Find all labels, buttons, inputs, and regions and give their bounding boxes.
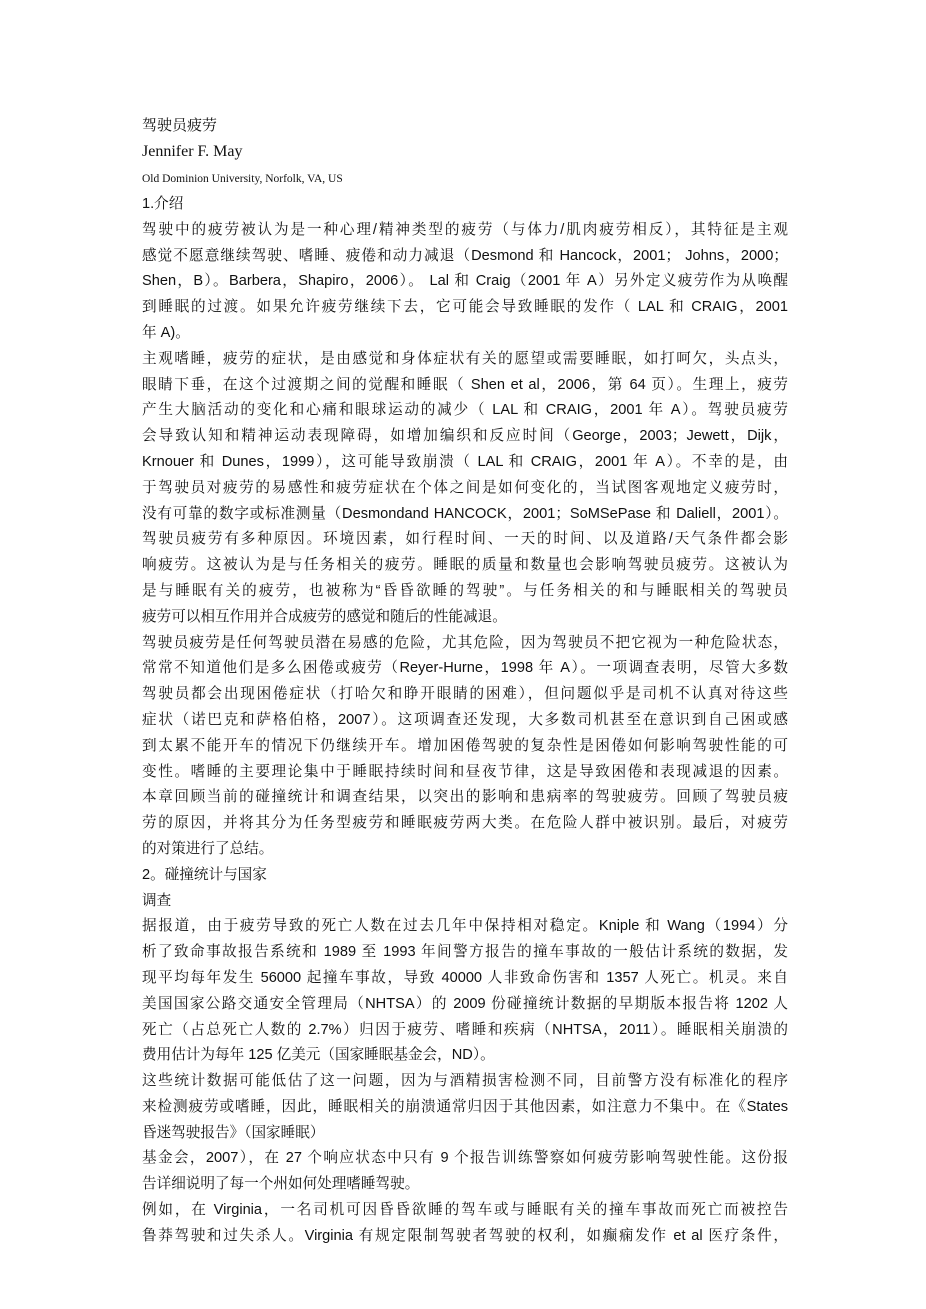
document-page (142, 112, 788, 1250)
text-line: 美国国家公路交通安全管理局（NHTSA）的 2009 份碰撞统计数据的早期版本报告将 1202 人 (142, 995, 788, 1012)
text-line: 感觉不愿意继续驾驶、嗜睡、疲倦和动力减退（Desmond 和 Hancock，2001； Johns，2000； (142, 247, 788, 264)
text-line: 产生大脑活动的变化和心痛和眼球运动的减少（ LAL 和 CRAIG，2001 年 A）。驾驶员疲劳 (142, 402, 788, 419)
text-line: 劳的原因，并将其分为任务型疲劳和睡眠疲劳两大类。在危险人群中被识别。最后，对疲劳 (142, 815, 788, 832)
section-heading: 调查 (142, 892, 172, 909)
text-line: 费用估计为每年 125 亿美元（国家睡眠基金会，ND）。 (142, 1047, 495, 1064)
author-affiliation: Old Dominion University, Norfolk, VA, US (142, 173, 343, 185)
text-line: Krnouer 和 Dunes，1999），这可能导致崩溃（ LAL 和 CRAIG，2001 年 A）。不幸的是，由 (142, 453, 788, 470)
author-name: Jennifer F. May (142, 143, 243, 160)
text-line: 常常不知道他们是多么困倦或疲劳（Reyer-Hurne，1998 年 A）。一项调查表明，尽管大多数 (142, 660, 788, 677)
text-line: 这些统计数据可能低估了这一问题，因为与酒精损害检测不同，目前警方没有标准化的程序 (142, 1073, 788, 1090)
text-line: 驾驶员疲劳是任何驾驶员潜在易感的危险，尤其危险，因为驾驶员不把它视为一种危险状态， (142, 634, 788, 651)
text-line: 没有可靠的数字或标准测量（Desmondand HANCOCK，2001；SoMSePase 和 Daliell，2001）。 (142, 505, 788, 522)
text-line: 驾驶员疲劳有多种原因。环境因素，如行程时间、一天的时间、以及道路/天气条件都会影 (142, 531, 788, 548)
text-line: 的对策进行了总结。 (142, 840, 274, 857)
text-line: 响疲劳。这被认为是与任务相关的疲劳。睡眠的质量和数量也会影响驾驶员疲劳。这被认为 (142, 557, 788, 574)
text-line: 于驾驶员对疲劳的易感性和疲劳症状在个体之间是如何变化的，当试图客观地定义疲劳时， (142, 479, 788, 496)
text-line: 眼睛下垂，在这个过渡期之间的觉醒和睡眠（ Shen et al，2006，第 64 页）。生理上，疲劳 (142, 376, 788, 393)
text-line: Shen，B）。Barbera，Shapiro，2006）。 Lal 和 Craig（2001 年 A）另外定义疲劳作为从唤醒 (142, 273, 788, 290)
text-line: 驾驶中的疲劳被认为是一种心理/精神类型的疲劳（与体力/肌肉疲劳相反），其特征是主观 (142, 221, 788, 238)
text-line: 疲劳可以相互作用并合成疲劳的感觉和随后的性能减退。 (142, 608, 507, 625)
text-line: 到太累不能开车的情况下仍继续开车。增加困倦驾驶的复杂性是困倦如何影响驾驶性能的可 (142, 737, 788, 754)
text-line: 例如，在 Virginia，一名司机可因昏昏欲睡的驾车或与睡眠有关的撞车事故而死亡而被控告 (142, 1202, 788, 1219)
text-line: 症状（诺巴克和萨格伯格，2007）。这项调查还发现，大多数司机甚至在意识到自己困或感 (142, 711, 788, 728)
text-line: 鲁莽驾驶和过失杀人。Virginia 有规定限制驾驶者驾驶的权利，如癫痫发作 et al 医疗条件， (142, 1227, 788, 1244)
text-line: 主观嗜睡，疲劳的症状，是由感觉和身体症状有关的愿望或需要睡眠，如打呵欠，头点头， (142, 350, 788, 367)
text-line: 来检测疲劳或嗜睡，因此，睡眠相关的崩溃通常归因于其他因素，如注意力不集中。在《States (142, 1098, 788, 1115)
text-line: 年 A)。 (142, 324, 190, 341)
text-line: 现平均每年发生 56000 起撞车事故，导致 40000 人非致命伤害和 1357 人死亡。机灵。来自 (142, 969, 788, 986)
text-line: 是与睡眠有关的疲劳，也被称为“昏昏欲睡的驾驶”。与任务相关的和与睡眠相关的驾驶员 (142, 582, 788, 599)
text-line: 死亡（占总死亡人数的 2.7%）归因于疲劳、嗜睡和疾病（NHTSA，2011）。睡眠相关崩溃的 (142, 1021, 788, 1038)
document-body (142, 192, 788, 1250)
text-line: 会导致认知和精神运动表现障碍，如增加编织和反应时间（George，2003；Jewett，Dijk， (142, 428, 788, 445)
text-line: 基金会，2007），在 27 个响应状态中只有 9 个报告训练警察如何疲劳影响驾驶性能。这份报 (142, 1150, 788, 1167)
text-line: 昏迷驾驶报告》（国家睡眠） (142, 1124, 325, 1141)
text-line: 变性。嗜睡的主要理论集中于睡眠持续时间和昼夜节律，这是导致困倦和表现减退的因素。 (142, 763, 788, 780)
text-line: 析了致命事故报告系统和 1989 至 1993 年间警方报告的撞车事故的一般估计系统的数据，发 (142, 944, 788, 961)
text-line: 据报道，由于疲劳导致的死亡人数在过去几年中保持相对稳定。Kniple 和 Wang（1994）分 (142, 918, 788, 935)
section-heading: 2。碰撞统计与国家 (142, 866, 267, 883)
text-line: 本章回顾当前的碰撞统计和调查结果，以突出的影响和患病率的驾驶疲劳。回顾了驾驶员疲 (142, 789, 788, 806)
document-title: 驾驶员疲劳 (142, 116, 218, 134)
text-line: 到睡眠的过渡。如果允许疲劳继续下去，它可能会导致睡眠的发作（ LAL 和 CRAIG，2001 (142, 299, 788, 316)
text-line: 告详细说明了每一个州如何处理嗜睡驾驶。 (142, 1176, 420, 1193)
section-heading: 1.介绍 (142, 196, 184, 212)
text-line: 驾驶员都会出现困倦症状（打哈欠和睁开眼睛的困难），但问题似乎是司机不认真对待这些 (142, 686, 788, 703)
